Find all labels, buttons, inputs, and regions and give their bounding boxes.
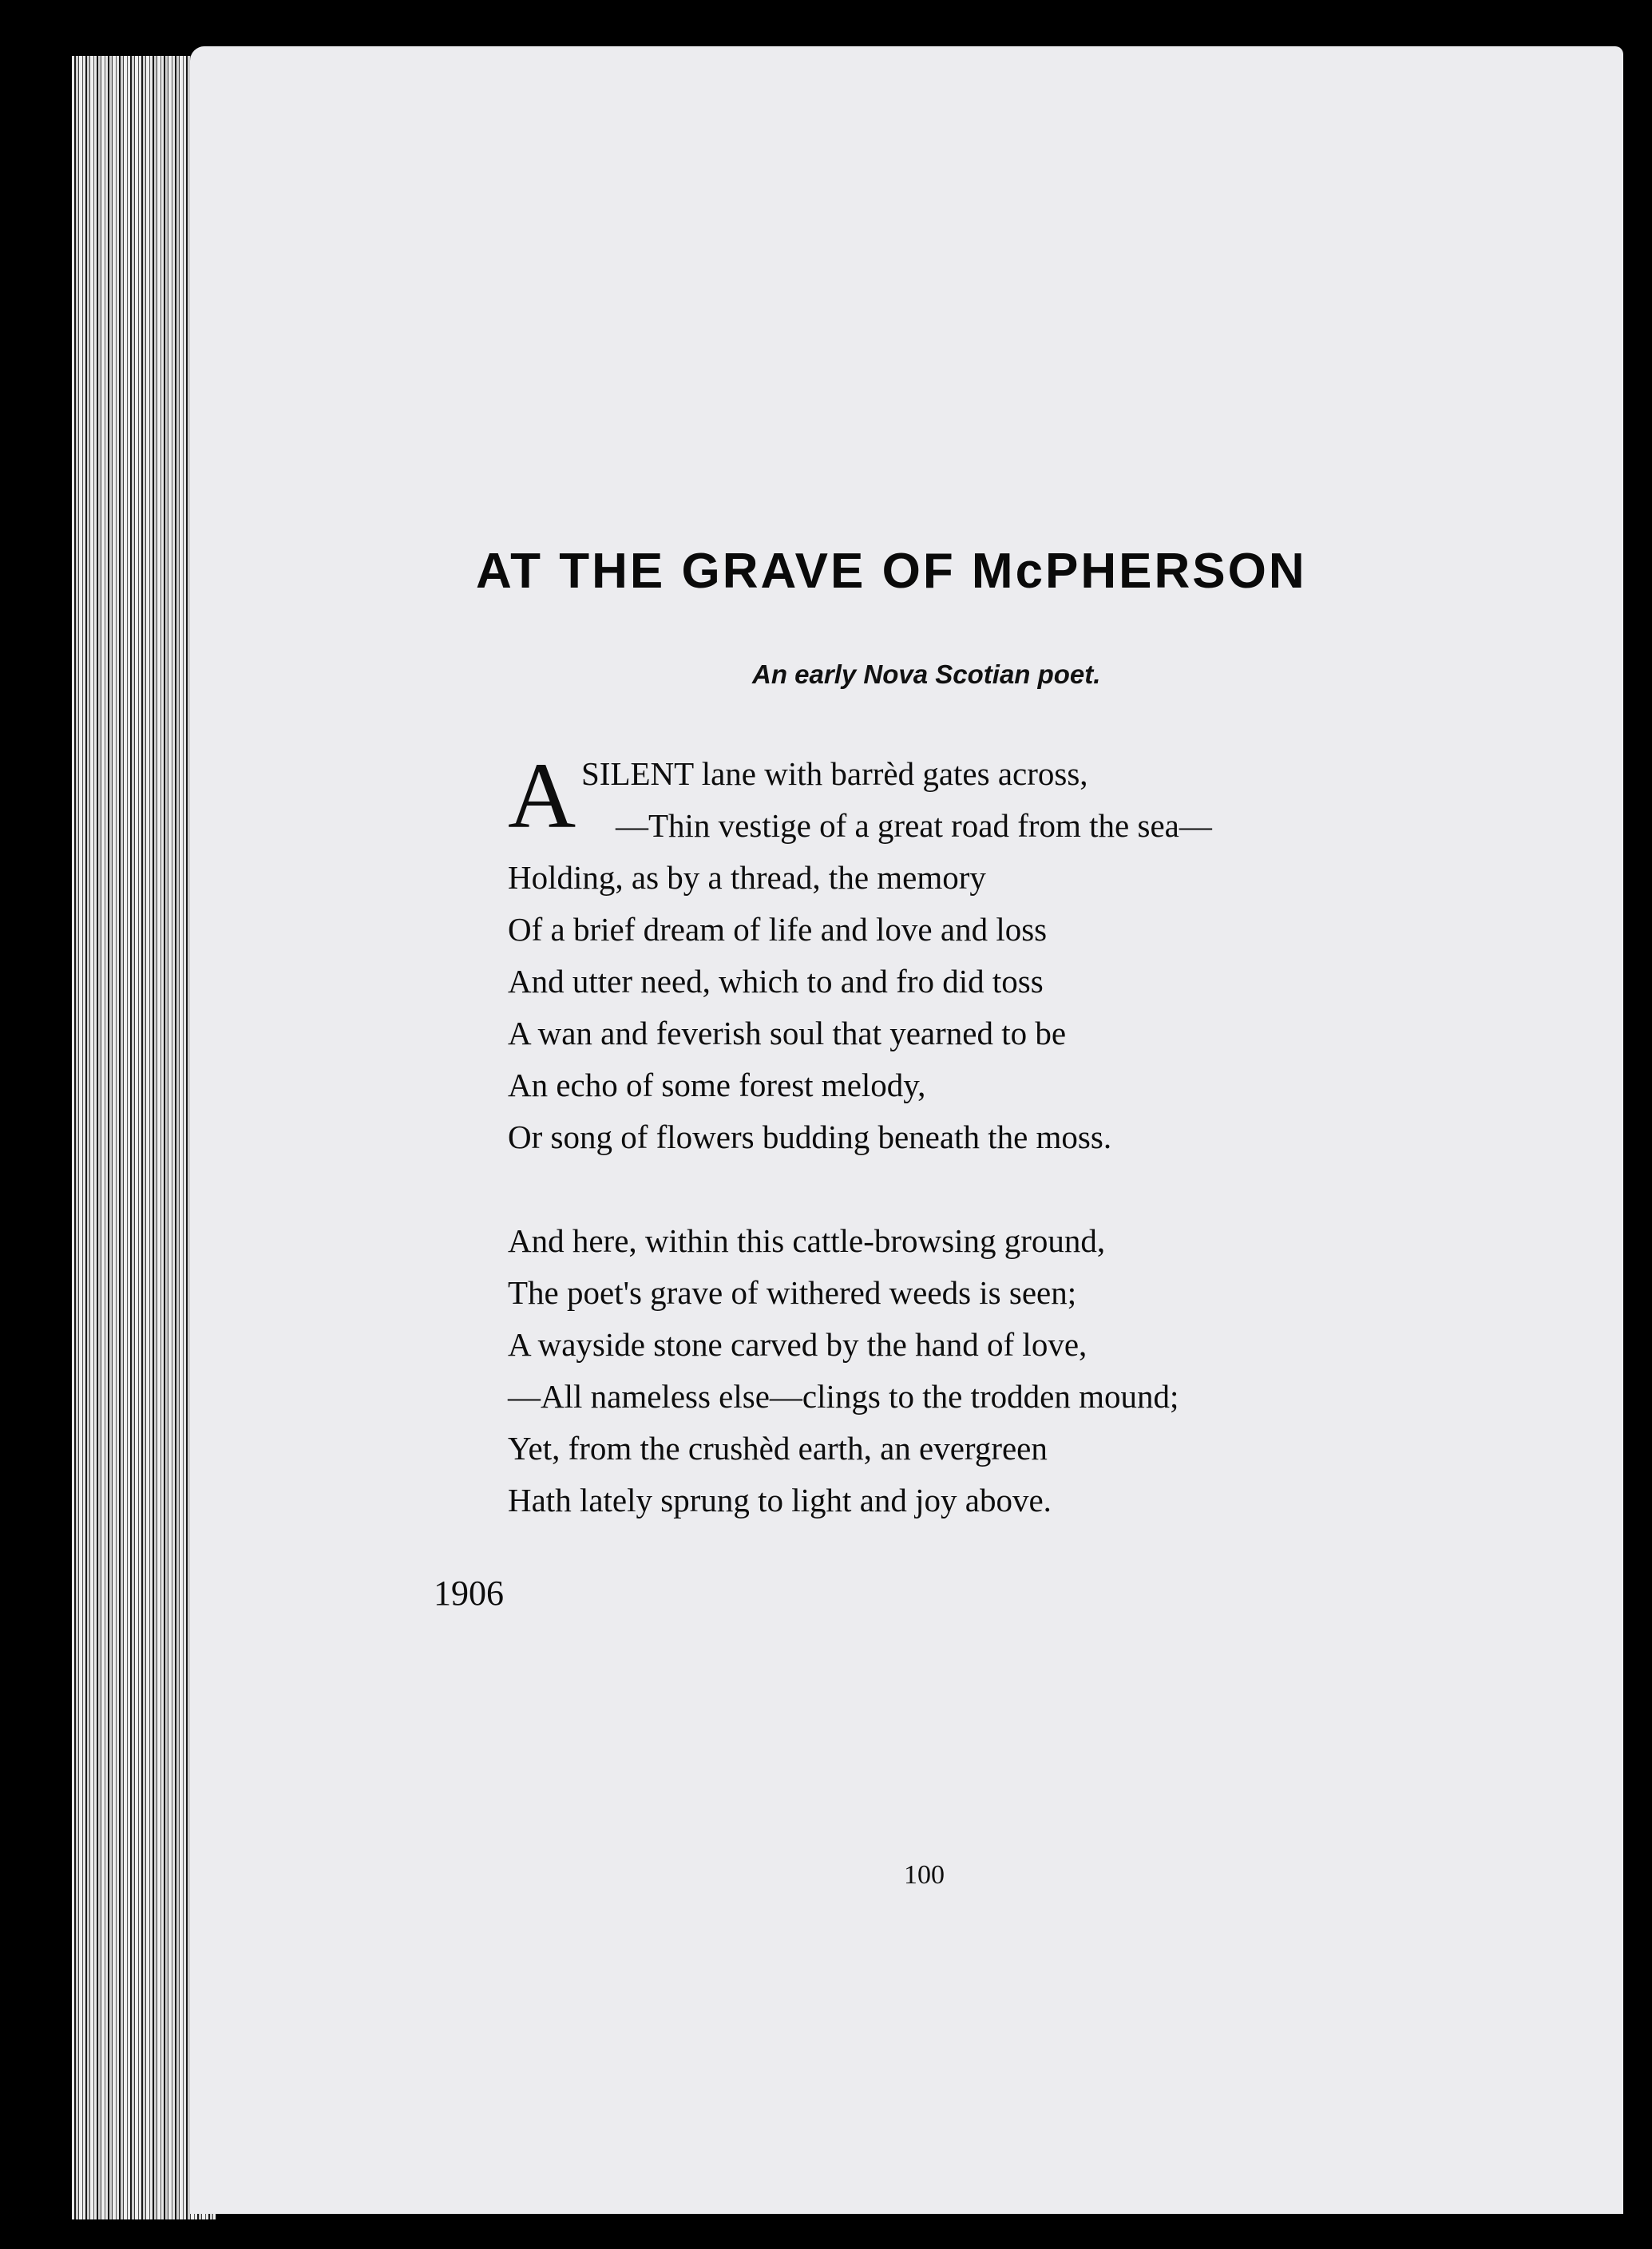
drop-cap: A xyxy=(508,743,576,848)
poem-line: Or song of flowers budding beneath the moss. xyxy=(508,1119,1112,1155)
poem-subtitle: An early Nova Scotian poet. xyxy=(752,659,1101,689)
poem-line: SILENT lane with barrèd gates across, xyxy=(581,755,1088,792)
poem-line: And utter need, which to and fro did toss xyxy=(508,963,1044,1000)
poem-line: —Thin vestige of a great road from the sea— xyxy=(616,807,1212,844)
poem-line: Holding, as by a thread, the memory xyxy=(508,859,986,896)
poem-line: Yet, from the crushèd earth, an evergreen xyxy=(508,1430,1048,1467)
page-number: 100 xyxy=(904,1860,945,1890)
poem-line: And here, within this cattle-browsing ground, xyxy=(508,1222,1106,1259)
poem-line: The poet's grave of withered weeds is seen; xyxy=(508,1274,1077,1311)
poem-line: Of a brief dream of life and love and loss xyxy=(508,911,1048,948)
poem-line: Hath lately sprung to light and joy above. xyxy=(508,1482,1052,1518)
poem-line: —All nameless else—clings to the trodden mound; xyxy=(508,1378,1179,1415)
poem-title: AT THE GRAVE OF McPHERSON xyxy=(476,544,1307,599)
poem-date: 1906 xyxy=(434,1574,504,1613)
poem-line: An echo of some forest melody, xyxy=(508,1067,926,1103)
poem-line: A wan and feverish soul that yearned to be xyxy=(508,1015,1067,1051)
poem-line: A wayside stone carved by the hand of love, xyxy=(508,1326,1087,1363)
